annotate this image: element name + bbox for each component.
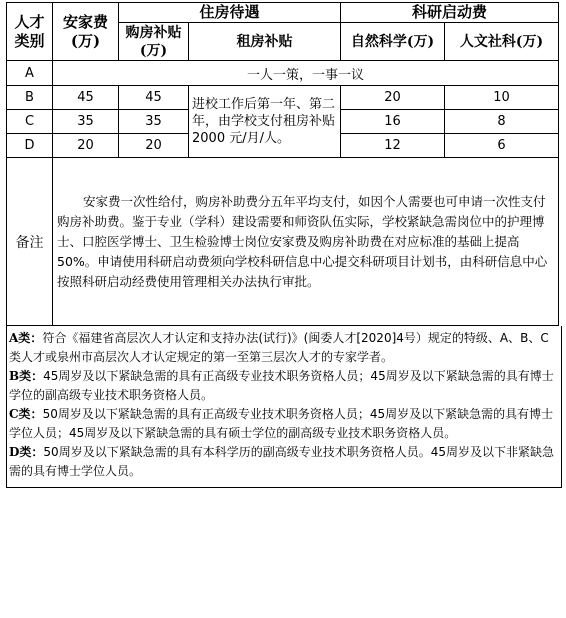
benefits-table [6,2,559,326]
row-c-settlement: 35 [53,110,119,134]
definition-a-label: A类： [9,331,43,345]
note-label: 备注 [7,158,53,326]
definition-a [9,329,559,367]
header-housing: 住房待遇 [119,3,341,23]
row-d-science: 12 [341,134,445,158]
definition-c-text: 50周岁及以下紧缺急需的具有正高级专业技术职务资格人员；45周岁及以下紧缺急需的具有博士学位人员；45周岁及以下紧缺急需的具有硕士学位的副高级专业技术职务资格人员。 [9,407,554,440]
definition-d [9,443,559,481]
row-d-humanities: 6 [445,134,559,158]
note-text [53,158,559,326]
row-b-science: 20 [341,86,445,110]
definition-b [9,367,559,405]
definition-c-label: C类： [9,407,43,421]
row-d-category: D [7,134,53,158]
definition-b-label: B类： [9,369,44,383]
definition-b-text: 45周岁及以下紧缺急需的具有正高级专业技术职务资格人员；45周岁及以下紧缺急需的具有博士学位的副高级专业技术职务资格人员。 [9,369,554,402]
talent-benefits-document [6,2,558,488]
row-b-category: B [7,86,53,110]
rent-subsidy-text: 进校工作后第一年、第二年，由学校支付租房补贴 2000 元/月/人。 [189,86,341,158]
header-research-fund: 科研启动费 [341,3,559,23]
definition-d-label: D类： [9,445,44,459]
header-research-science: 自然科学(万) [341,23,445,61]
row-b-settlement: 45 [53,86,119,110]
row-c-humanities: 8 [445,110,559,134]
row-d-settlement: 20 [53,134,119,158]
header-housing-rent: 租房补贴 [189,23,341,61]
header-settlement-fee: 安家费(万) [53,3,119,61]
header-housing-purchase: 购房补贴(万) [119,23,189,61]
row-c-science: 16 [341,110,445,134]
row-d-purchase: 20 [119,134,189,158]
definition-a-text: 符合《福建省高层次人才认定和支持办法(试行)》(闽委人才[2020]4号）规定的特级、A、B、C类人才或泉州市高层次人才认定规定的第一至第三层次人才的专家学者。 [9,331,549,364]
definition-c [9,405,559,443]
definition-d-text: 50周岁及以下紧缺急需的具有本科学历的副高级专业技术职务资格人员。45周岁及以下非紧缺急需的具有博士学位人员。 [9,445,554,478]
row-b-purchase: 45 [119,86,189,110]
row-c-purchase: 35 [119,110,189,134]
row-b-humanities: 10 [445,86,559,110]
header-research-humanities: 人文社科(万) [445,23,559,61]
note-text-body: 安家费一次性给付，购房补助费分五年平均支付，如因个人需要也可申请一次性支付购房补助费。鉴于专业（学科）建设需要和师资队伍实际，学校紧缺急需岗位中的护理博士、口腔医学博士、卫生检验博士岗位安家费及购房补助费在对应标准的基础上提高50%。申请使用科研启动费须向学校科研信息中心提交科研项目计划书，由科研信息中心按照科研启动经费使用管理相关办法执行审批。 [57,193,548,289]
row-a-category: A [7,61,53,86]
row-a-policy: 一人一策，一事一议 [53,61,559,86]
header-talent-category: 人才类别 [7,3,53,61]
category-definitions [6,326,562,488]
row-c-category: C [7,110,53,134]
